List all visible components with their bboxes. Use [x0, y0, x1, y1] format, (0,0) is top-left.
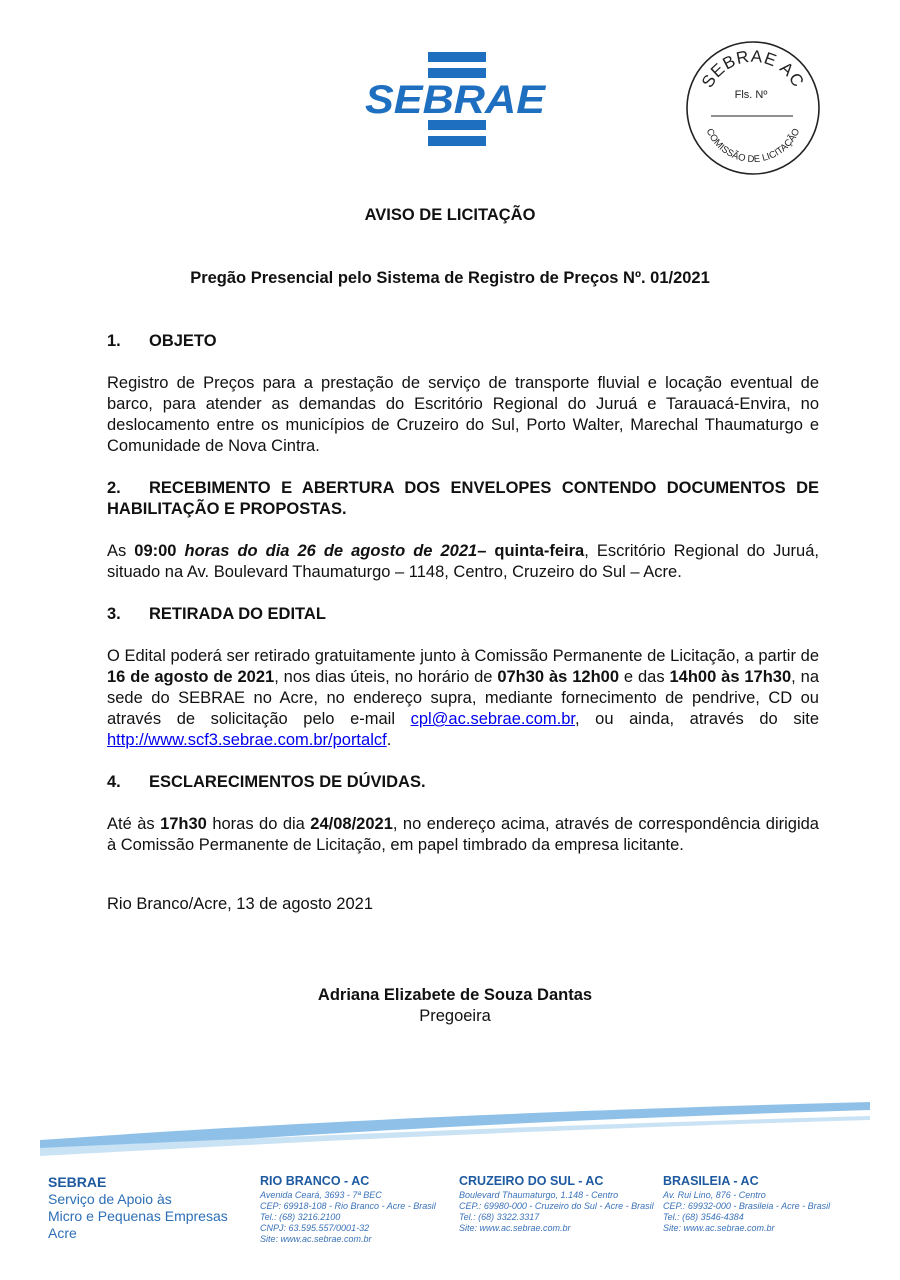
text: , no endereço acima, através de correspondência dirigida à Comissão Permanente de Licitação, em papel timbrado da empresa licitante.: [107, 815, 819, 854]
office-line: Boulevard Thaumaturgo, 1.148 - Centro: [459, 1190, 619, 1200]
text: O Edital poderá ser retirado gratuitamente junto à Comissão Permanente de Licitação, a partir de: [107, 647, 819, 665]
document-title: AVISO DE LICITAÇÃO: [364, 206, 536, 224]
bold-weekday: – quinta-feira: [477, 542, 585, 560]
portal-link[interactable]: http://www.scf3.sebrae.com.br/portalcf: [107, 731, 387, 749]
text: Até às: [107, 815, 161, 833]
email-link[interactable]: cpl@ac.sebrae.com.br: [410, 710, 575, 728]
bold-date: 16 de agosto de 2021: [107, 668, 275, 686]
place-and-date: Rio Branco/Acre, 13 de agosto 2021: [107, 895, 374, 913]
svg-text:COMISSÃO DE LICITAÇÃO: [704, 127, 803, 165]
office-line: CEP.: 69980-000 - Cruzeiro do Sul - Acre - Brasil: [459, 1201, 654, 1211]
footer-brand-line: Serviço de Apoio às: [48, 1191, 172, 1207]
office-line: Site: www.ac.sebrae.com.br: [663, 1223, 775, 1233]
section-title: OBJETO: [149, 332, 217, 350]
office-line: Tel.: (68) 3216.2100: [260, 1212, 341, 1222]
signer-role: Pregoeira: [419, 1007, 491, 1025]
section-4-text: [107, 814, 819, 856]
office-line: Site: www.ac.sebrae.com.br: [459, 1223, 571, 1233]
text: , nos dias úteis, no horário de: [274, 668, 498, 686]
bold-time: 17h30: [160, 815, 207, 833]
section-2-text: [107, 541, 819, 583]
section-title: RECEBIMENTO E ABERTURA DOS ENVELOPES CONTENDO DOCUMENTOS DE HABILITAÇÃO E PROPOSTAS.: [107, 479, 819, 518]
bold-date: horas do dia 26 de agosto de 2021: [184, 542, 478, 560]
stamp-label: Fls. Nº: [734, 89, 768, 101]
text: , na sede do SEBRAE no Acre, no endereço supra, mediante fornecimento de pendrive, CD ou através de solicitação pelo e-mail: [107, 668, 819, 728]
section-heading-4: [107, 772, 819, 793]
section-heading-3: [107, 604, 819, 625]
office-line: Av. Rui Lino, 876 - Centro: [663, 1190, 766, 1200]
office-line: CNPJ: 63.595.557/0001-32: [260, 1223, 370, 1233]
protocol-stamp: [685, 40, 821, 176]
office-title: BRASILEIA - AC: [663, 1174, 759, 1188]
footer-brand-title: SEBRAE: [48, 1174, 107, 1190]
office-line: Tel.: (68) 3322.3317: [459, 1212, 540, 1222]
signer-name: Adriana Elizabete de Souza Dantas: [317, 986, 593, 1004]
office-line: Avenida Ceará, 3693 - 7ª BEC: [260, 1190, 382, 1200]
text: horas do dia: [206, 815, 311, 833]
section-heading-1: [107, 331, 819, 352]
footer-office-cruzeiro-do-sul: [459, 1173, 654, 1234]
section-number: 3.: [107, 605, 121, 623]
section-number: 4.: [107, 773, 121, 791]
stamp-bottom-text: COMISSÃO DE LICITAÇÃO: [703, 126, 803, 166]
footer-office-brasileia: [663, 1173, 830, 1234]
section-1-text: Registro de Preços para a prestação de serviço de transporte fluvial e locação eventual de barco, para atender as demandas do Escritório Regional do Juruá e Tarauacá-Envira, no deslocamento entre os municípios de Cruzeiro do Sul, Porto Walter, Marechal Thaumaturgo e Comunidade de Nova Cintra.: [107, 374, 819, 455]
office-title: CRUZEIRO DO SUL - AC: [459, 1174, 604, 1188]
text: , Escritório Regional do Juruá, situado na Av. Boulevard Thaumaturgo – 1148, Centro, Cruzeiro do Sul – Acre.: [107, 542, 819, 581]
office-title: RIO BRANCO - AC: [260, 1174, 370, 1188]
stamp-top-text: SEBRAE AC: [697, 46, 809, 92]
bold-time: 09:00: [134, 542, 177, 560]
text: e das: [619, 668, 670, 686]
section-number: 2.: [107, 479, 121, 497]
bold-date: 24/08/2021: [310, 815, 393, 833]
footer-brand-line: Acre: [48, 1225, 77, 1241]
office-line: CEP: 69918-108 - Rio Branco - Acre - Brasil: [260, 1201, 436, 1211]
footer-wave-decoration: [40, 1098, 870, 1158]
logo-text: SEBRAE: [365, 78, 547, 122]
signature-block: [0, 985, 900, 1027]
text: , ou ainda, através do site: [575, 710, 819, 728]
office-line: Tel.: (68) 3546-4384: [663, 1212, 744, 1222]
sebrae-logo: [362, 50, 548, 150]
section-number: 1.: [107, 332, 121, 350]
section-title: RETIRADA DO EDITAL: [149, 605, 326, 623]
footer-office-rio-branco: [260, 1173, 436, 1245]
text: As: [107, 542, 135, 560]
section-title: ESCLARECIMENTOS DE DÚVIDAS.: [149, 773, 426, 791]
section-heading-2: [107, 478, 819, 520]
text: .: [386, 731, 392, 749]
svg-text:SEBRAE AC: [698, 47, 808, 91]
footer-brand: [48, 1174, 228, 1242]
document-subtitle: Pregão Presencial pelo Sistema de Registro de Preços Nº. 01/2021: [190, 269, 710, 287]
bold-hours: 07h30 às 12h00: [497, 668, 620, 686]
section-3-text: [107, 646, 819, 751]
office-line: CEP.: 69932-000 - Brasileia - Acre - Brasil: [663, 1201, 831, 1211]
footer-brand-line: Micro e Pequenas Empresas: [48, 1208, 228, 1224]
office-line: Site: www.ac.sebrae.com.br: [260, 1234, 372, 1244]
bold-hours: 14h00 às 17h30: [669, 668, 792, 686]
